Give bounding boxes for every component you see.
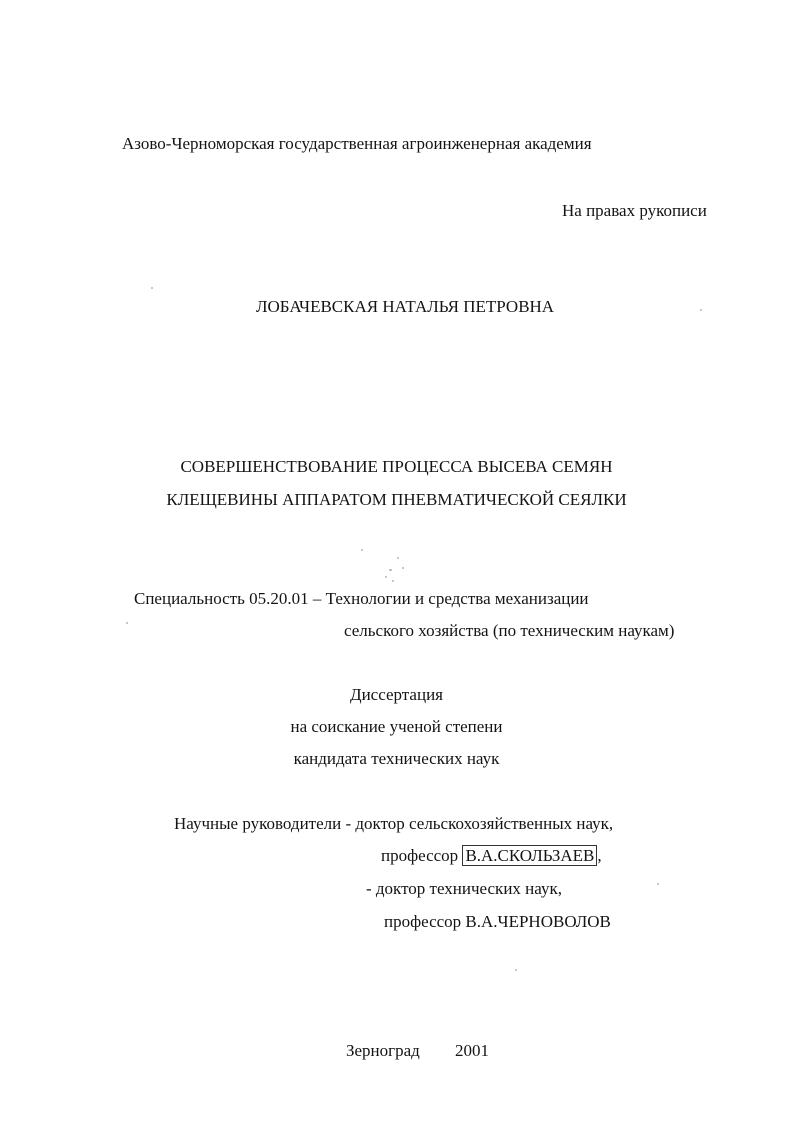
supervisor-1-comma: , [597, 846, 602, 865]
scan-speck [397, 557, 399, 559]
scan-speck [392, 580, 394, 582]
supervisor-2: профессор В.А.ЧЕРНОВОЛОВ [384, 912, 611, 931]
scan-speck [151, 287, 153, 289]
academy-name: Азово-Черноморская государственная агроинженерная академия [122, 134, 592, 153]
supervisor-2-degree: - доктор технических наук, [366, 879, 562, 898]
scan-speck [361, 549, 363, 551]
specialty-line-2: сельского хозяйства (по техническим наукам) [344, 621, 675, 640]
scan-speck [389, 569, 392, 571]
dissertation-label: Диссертация [349, 685, 443, 704]
footer-year: 2001 [455, 1041, 489, 1060]
specialty-line-1: Специальность 05.20.01 – Технологии и средства механизации [134, 589, 589, 608]
manuscript-note: На правах рукописи [562, 201, 707, 220]
scan-speck [700, 309, 702, 311]
scan-speck [657, 883, 659, 885]
footer-city: Зерноград [346, 1041, 420, 1060]
title-line-1: СОВЕРШЕНСТВОВАНИЕ ПРОЦЕССА ВЫСЕВА СЕМЯН [180, 457, 613, 476]
scan-speck [402, 567, 404, 569]
scan-speck [385, 576, 387, 578]
supervisor-1 [381, 846, 602, 866]
author-name: ЛОБАЧЕВСКАЯ НАТАЛЬЯ ПЕТРОВНА [256, 297, 555, 316]
supervisors-label: Научные руководители - доктор сельскохозяйственных наук, [174, 814, 614, 833]
supervisor-1-title: профессор [381, 846, 463, 865]
scan-speck [515, 969, 517, 971]
scan-speck [126, 622, 128, 624]
dissertation-purpose: на соискание ученой степени [290, 717, 503, 736]
supervisor-1-name: В.А.СКОЛЬЗАЕВ [462, 845, 597, 866]
dissertation-degree: кандидата технических наук [293, 749, 500, 768]
title-line-2: КЛЕЩЕВИНЫ АППАРАТОМ ПНЕВМАТИЧЕСКОЙ СЕЯЛКИ [166, 490, 627, 509]
